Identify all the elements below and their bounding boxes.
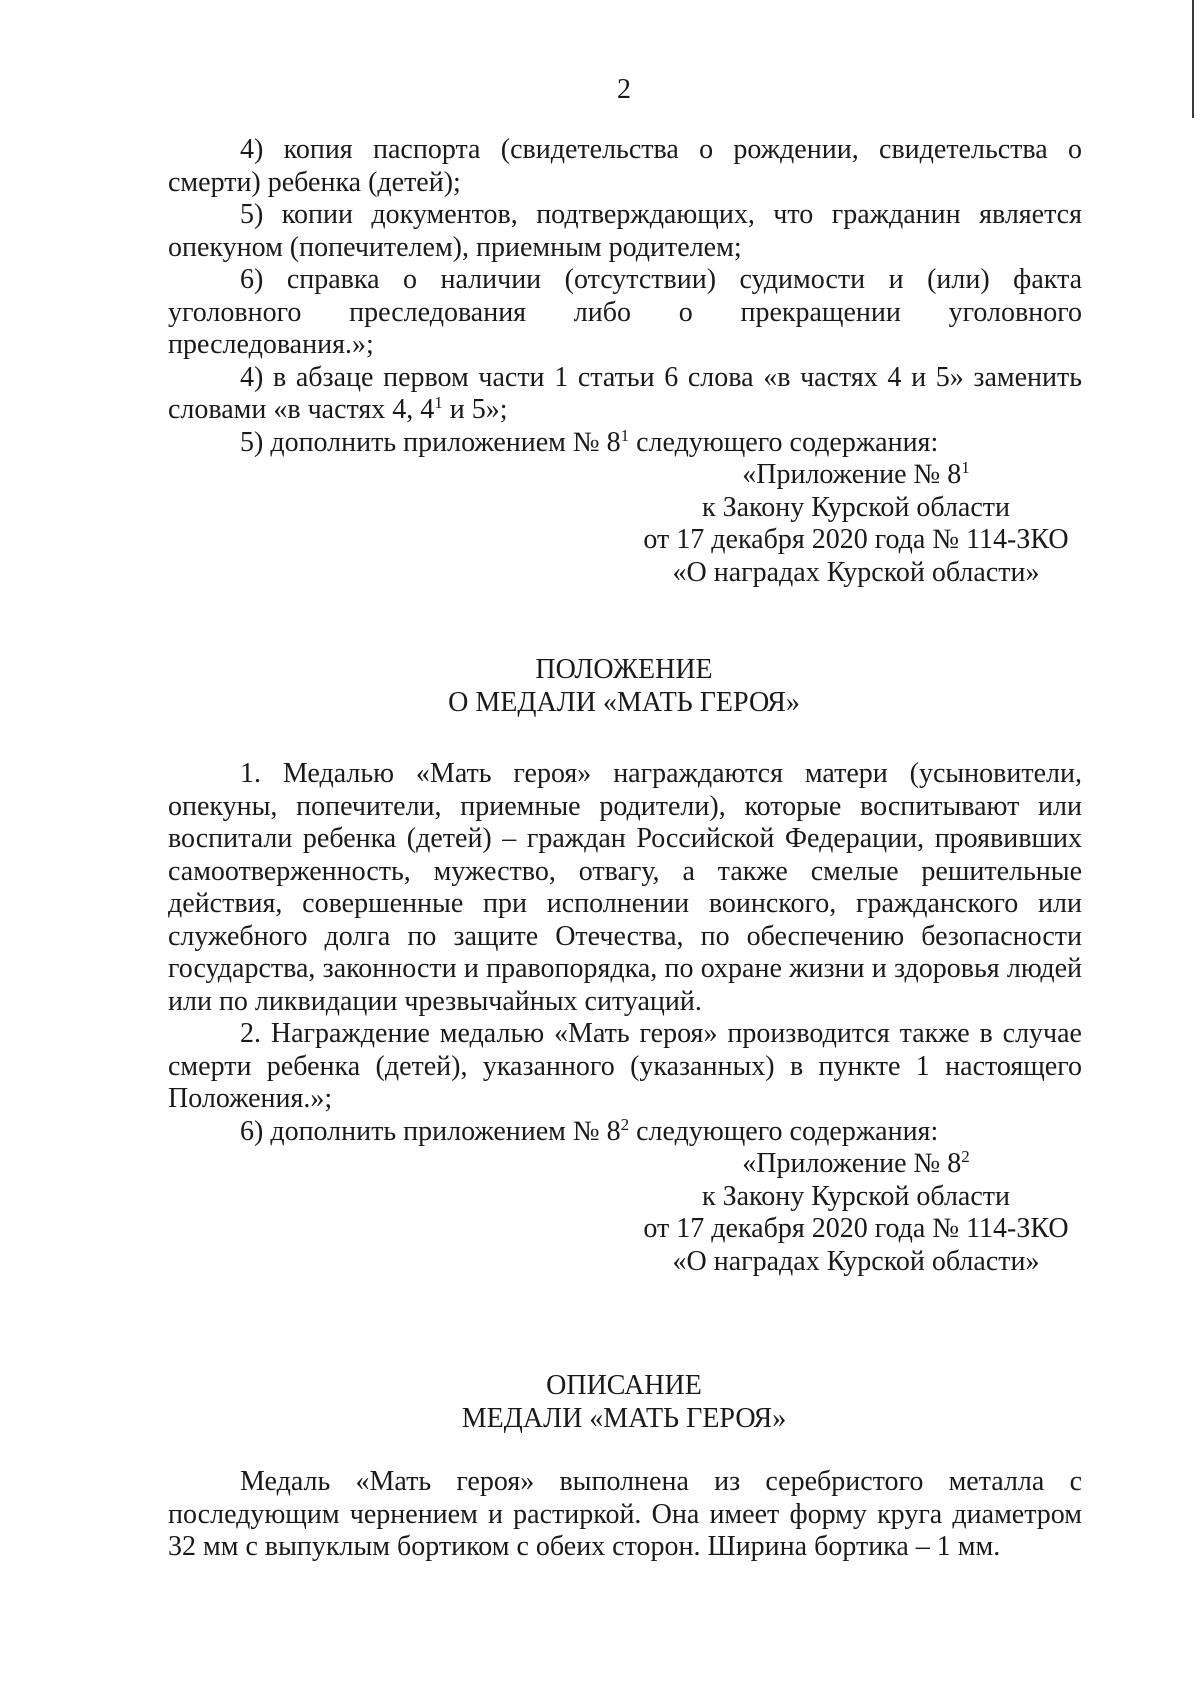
item-passport-copy: 4) копия паспорта (свидетельства о рождении, свидетельства о смерти) ребенка (детей); (168, 134, 1082, 198)
regulation-paragraph-1: 1. Медалью «Мать героя» награждаются матери (усыновители, опекуны, попечители, приемные родители), которые воспитывают или воспитали ребенка (детей) – граждан Российской Федерации, проявивших самоотверженность, мужество, отвагу, а также смелые решительные действия, совершенные при исполнении воинского, гражданского или служебного долга по защите Отечества, по обеспечению безопасности государства, законности и правопорядка, по охране жизни и здоровья людей или по ликвидации чрезвычайных ситуаций. (168, 758, 1082, 1017)
amendment-item-4: 4) в абзаце первом части 1 статьи 6 слова «в частях 4 и 5» заменить словами «в частях 4, $4^1$ и 5»; (168, 361, 1082, 425)
annex-title-line: «Приложение № $8^1$ (742, 458, 970, 490)
annex-law-name-line: «О наградах Курской области» (672, 1245, 1040, 1277)
regulation-paragraph-2: 2. Награждение медалью «Мать героя» производится также в случае смерти ребенка (детей), указанного (указанных) в пункте 1 настоящего Положения.»; (168, 1018, 1082, 1114)
annex-date-line: от 17 декабря 2020 года № 114-ЗКО (643, 1213, 1069, 1244)
item-guardian-documents: 5) копии документов, подтверждающих, что гражданин является опекуном (попечителем), приемным родителем; (168, 199, 1082, 263)
annex-header-8-2 (168, 1148, 1082, 1278)
amendment-item-6: 6) дополнить приложением № $8^2$ следующего содержания: (240, 1114, 939, 1147)
annex-law-name-line: «О наградах Курской области» (672, 556, 1040, 588)
annex-law-line: к Закону Курской области (702, 491, 1010, 523)
annex-law-line: к Закону Курской области (702, 1180, 1010, 1212)
page-number: 2 (617, 74, 631, 105)
section-title-regulation: ПОЛОЖЕНИЕ О МЕДАЛИ «МАТЬ ГЕРОЯ» (448, 654, 800, 718)
amendment-item-5: 5) дополнить приложением № $8^1$ следующего содержания: (240, 425, 939, 458)
section-title-description: ОПИСАНИЕ МЕДАЛИ «МАТЬ ГЕРОЯ» (461, 1370, 787, 1434)
description-paragraph: Медаль «Мать героя» выполнена из серебристого металла с последующим чернением и растиркой. Она имеет форму круга диаметром 32 мм с выпуклым бортиком с обеих сторон. Ширина бортика – 1 мм. (168, 1466, 1082, 1562)
annex-header-8-1 (168, 459, 1082, 589)
item-criminal-record-certificate: 6) справка о наличии (отсутствии) судимости и (или) факта уголовного преследования либо о прекращении уголовного преследования.»; (168, 264, 1082, 360)
amendment-items-block (168, 134, 1082, 589)
regulation-body (168, 758, 1082, 1278)
description-body (168, 1466, 1082, 1564)
annex-date-line: от 17 декабря 2020 года № 114-ЗКО (643, 524, 1069, 555)
annex-title-line: «Приложение № $8^2$ (742, 1147, 970, 1179)
